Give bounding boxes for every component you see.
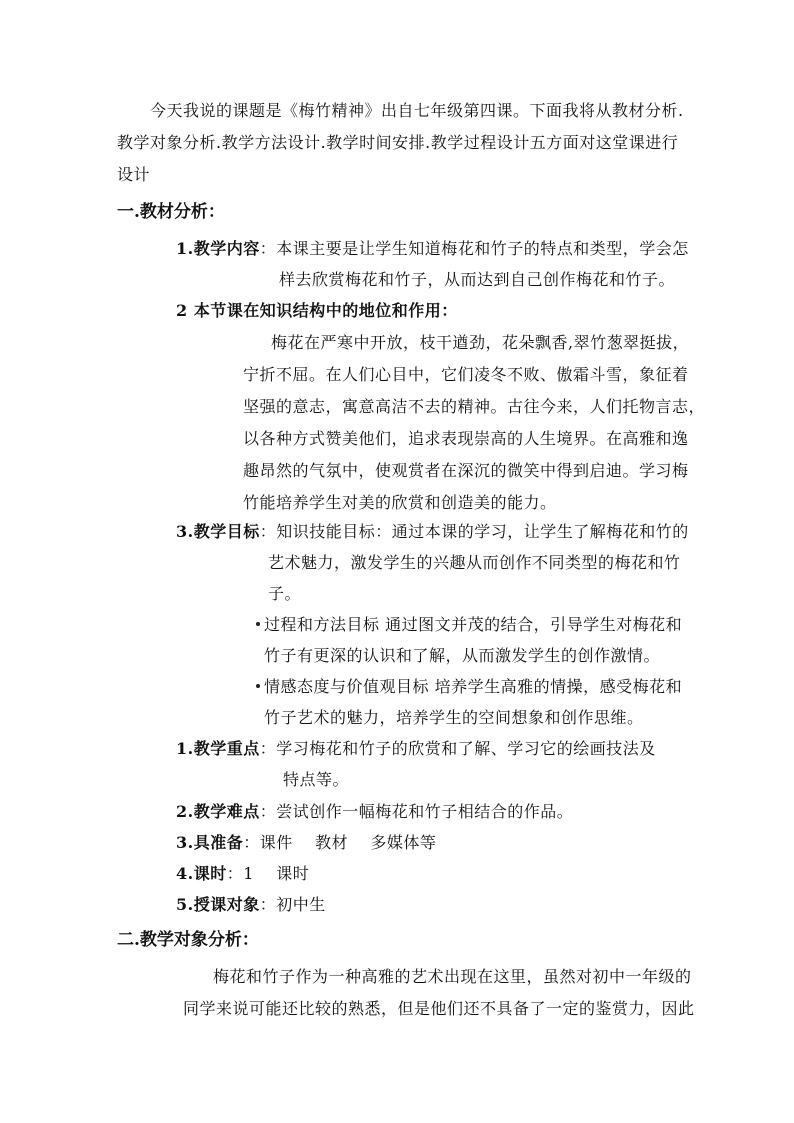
paragraph-line: 宁折不屈。在人们心目中，它们凌冬不败、傲霜斗雪，象征着 bbox=[243, 365, 689, 384]
item-colon: ： bbox=[259, 522, 277, 541]
paragraph-line: 梅花和竹子作为一种高雅的艺术出现在这里，虽然对初中一年级的 bbox=[213, 967, 692, 986]
item-text-continued: 特点等。 bbox=[283, 770, 350, 789]
item-text-continued: 艺术魅力，激发学生的兴趣从而创作不同类型的梅花和竹 bbox=[268, 553, 681, 572]
paragraph-line: 趣昂然的气氛中，使观赏者在深沉的微笑中得到启迪。学习梅 bbox=[243, 461, 689, 480]
item-label: 1.教学内容 bbox=[176, 239, 260, 258]
item-label: 4.课时 bbox=[176, 864, 227, 883]
item-text: 尝试创作一幅梅花和竹子相结合的作品。 bbox=[276, 802, 574, 821]
bullet-dot-icon bbox=[256, 622, 260, 626]
item-text: 课件 教材 多媒体等 bbox=[259, 833, 437, 852]
item-colon: ： bbox=[259, 802, 277, 821]
item-colon: ： bbox=[226, 864, 244, 883]
paragraph-line: 坚强的意志，寓意高洁不去的精神。古往今来，人们托物言志， bbox=[243, 397, 706, 416]
item-class-hours bbox=[176, 863, 309, 884]
item-teaching-goals bbox=[176, 521, 689, 542]
item-text: 初中生 bbox=[276, 895, 326, 914]
intro-line: 设计 bbox=[117, 165, 151, 184]
item-label: 3.具准备 bbox=[176, 833, 244, 852]
item-colon: ： bbox=[243, 833, 260, 852]
item-text: 本课主要是让学生知道梅花和竹子的特点和类型，学会怎 bbox=[276, 239, 689, 258]
item-colon: ： bbox=[259, 239, 277, 258]
section-heading: 一.教材分析： bbox=[117, 202, 225, 222]
bullet-dot-icon bbox=[256, 684, 260, 688]
item-teaching-content bbox=[176, 238, 689, 259]
item-text-continued: 样去欣赏梅花和竹子，从而达到自己创作梅花和竹子。 bbox=[279, 270, 676, 289]
bullet-line: 竹子艺术的魅力，培养学生的空间想象和创作思维。 bbox=[264, 708, 644, 727]
item-label: 1.教学重点 bbox=[176, 739, 260, 758]
item-text: 1 课时 bbox=[243, 864, 310, 883]
paragraph-line: 竹能培养学生对美的欣赏和创造美的能力。 bbox=[243, 493, 557, 512]
bullet-line: 情感态度与价值观目标 培养学生高雅的情操，感受梅花和 bbox=[264, 677, 683, 696]
bullet-line: 竹子有更深的认识和了解，从而激发学生的创作激情。 bbox=[264, 646, 661, 665]
item-label: 5.授课对象 bbox=[176, 895, 260, 914]
bullet-line: 过程和方法目标 通过图文并茂的结合，引导学生对梅花和 bbox=[264, 615, 683, 634]
paragraph-line: 同学来说可能还比较的熟悉，但是他们还不具备了一定的鉴赏力，因此 bbox=[183, 999, 695, 1018]
paragraph-line: 梅花在严寒中开放，枝干遒劲，花朵飘香,翠竹葱翠挺拔， bbox=[271, 333, 690, 352]
item-difficulties bbox=[176, 801, 573, 822]
paragraph-line: 以各种方式赞美他们，追求表现崇高的人生境界。在高雅和逸 bbox=[243, 429, 689, 448]
item-text: 学习梅花和竹子的欣赏和了解、学习它的绘画技法及 bbox=[276, 739, 656, 758]
item-colon: ： bbox=[259, 895, 277, 914]
intro-line: 教学对象分析.教学方法设计.教学时间安排.教学过程设计五方面对这堂课进行 bbox=[117, 133, 679, 152]
item-label: 2 本节课在知识结构中的地位和作用： bbox=[176, 301, 458, 320]
item-text-continued: 子。 bbox=[268, 584, 302, 603]
section-heading: 二.教学对象分析： bbox=[117, 930, 259, 950]
item-preparation bbox=[176, 832, 436, 853]
intro-line: 今天我说的课题是《梅竹精神》出自七年级第四课。下面我将从教材分析. bbox=[150, 101, 684, 120]
item-text: 知识技能目标：通过本课的学习，让学生了解梅花和竹的 bbox=[276, 522, 689, 541]
item-audience bbox=[176, 894, 326, 915]
item-label: 3.教学目标 bbox=[176, 522, 260, 541]
item-key-points bbox=[176, 738, 656, 759]
item-colon: ： bbox=[259, 739, 277, 758]
item-label: 2.教学难点 bbox=[176, 802, 260, 821]
